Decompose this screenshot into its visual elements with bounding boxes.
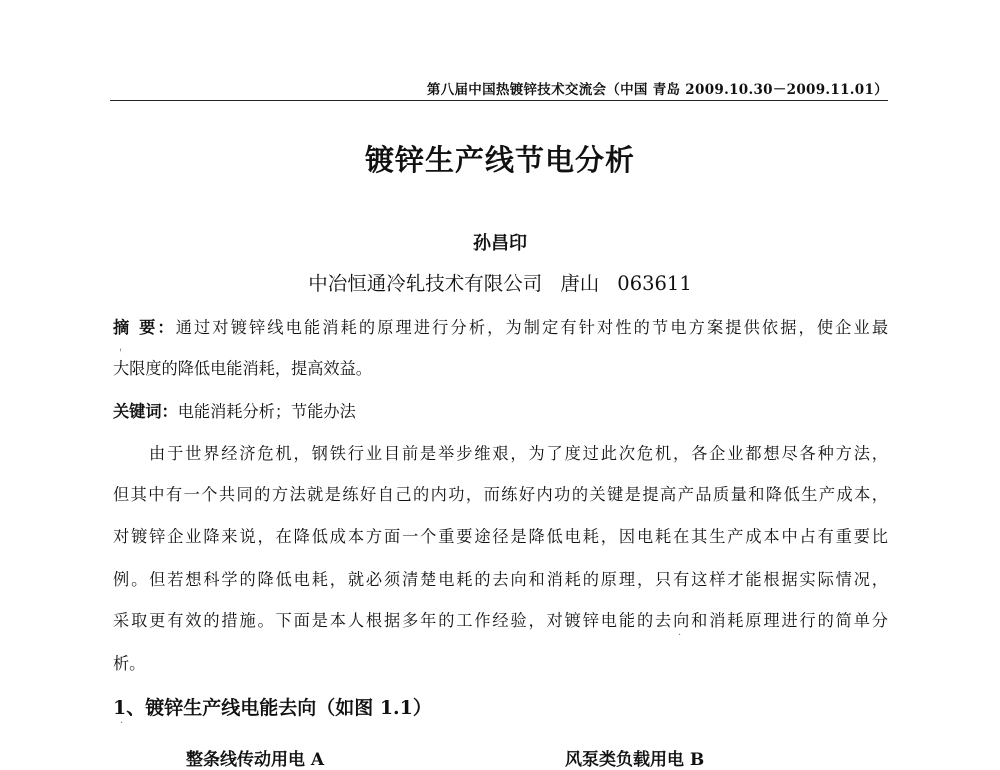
- section-1-heading: 1、镀锌生产线电能去向（如图 1.1）: [113, 697, 432, 719]
- body-line-1: 由于世界经济危机，钢铁行业目前是举步维艰，为了度过此次危机，各企业都想尽各种方法，: [149, 444, 888, 463]
- running-header: 第八届中国热镀锌技术交流会（中国 青岛 2009.10.30－2009.11.01）: [426, 82, 888, 98]
- paper-title: 镀锌生产线节电分析: [364, 143, 635, 177]
- abstract-text-1: 通过对镀锌线电能消耗的原理进行分析，为制定有针对性的节电方案提供依据，使企业最: [175, 318, 889, 337]
- affiliation-organization: 中冶恒通冷轧技术有限公司: [308, 272, 543, 295]
- abstract-line-1: [113, 314, 888, 338]
- abstract-line-2: 大限度的降低电能消耗，提高效益。: [113, 359, 372, 378]
- body-line-6: 析。: [113, 654, 146, 673]
- keywords-line: [113, 398, 888, 422]
- scan-speck: ·: [120, 718, 124, 729]
- scan-speck: ·: [678, 630, 682, 641]
- body-line-5: 采取更有效的措施。下面是本人根据多年的工作经验，对镀锌电能的去向和消耗原理进行的简单分: [113, 611, 888, 630]
- figure-label-b: 风泵类负载用电 B: [565, 750, 705, 770]
- body-line-4: 例。但若想科学的降低电耗，就必须清楚电耗的去向和消耗的原理，只有这样才能根据实际情况，: [113, 570, 888, 589]
- abstract-label: 摘 要：: [113, 318, 176, 337]
- keywords-label: 关键词：: [113, 402, 178, 421]
- affiliation-postcode: 063611: [617, 272, 692, 295]
- scan-speck: ': [119, 348, 122, 359]
- affiliation: [0, 268, 1000, 296]
- body-line-2: 但其中有一个共同的方法就是练好自己的内功，而练好内功的关键是提高产品质量和降低生产成本，: [113, 485, 888, 504]
- author-name: 孙昌印: [473, 233, 527, 254]
- figure-label-a: 整条线传动用电 A: [186, 750, 325, 770]
- keywords-text: 电能消耗分析；节能办法: [177, 402, 356, 421]
- affiliation-city: 唐山: [560, 272, 600, 295]
- header-rule: [110, 100, 888, 101]
- body-line-3: 对镀锌企业降来说，在降低成本方面一个重要途径是降低电耗，因电耗在其生产成本中占有重要比: [113, 527, 888, 546]
